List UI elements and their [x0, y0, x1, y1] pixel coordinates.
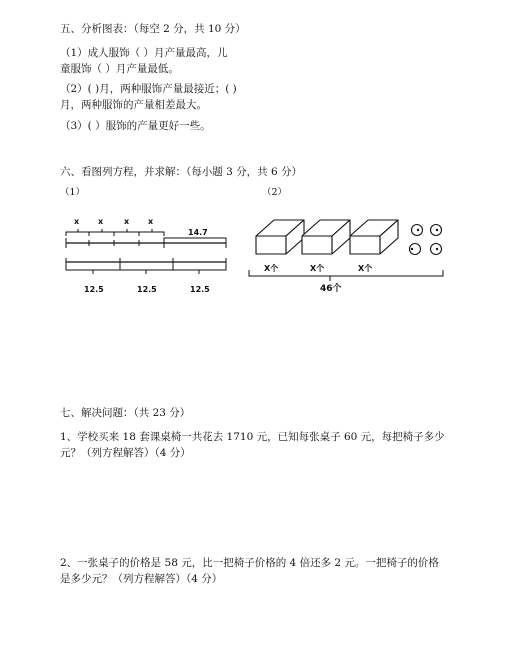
bottom-value-1: 12.5	[84, 285, 104, 294]
x-brace-4	[139, 232, 164, 236]
q2-line2: 月，两种服饰的产量相差最大。	[60, 99, 207, 111]
fig2-label: （2）	[262, 187, 288, 198]
bottom-value-2: 12.5	[137, 285, 157, 294]
x-brace-1	[66, 232, 89, 236]
q2-line1: （2）( )月，两种服饰产量最接近；( )	[60, 83, 237, 95]
top-value: 14.7	[188, 228, 208, 237]
q3-line: （3）( ）服饰的产量更好一些。	[60, 120, 211, 132]
problem2-line2: 是多少元？（列方程解答）（4 分）	[60, 573, 223, 585]
circle-2	[431, 225, 442, 236]
box-label-2: X个	[310, 264, 325, 273]
fig1-label: （1）	[60, 187, 86, 198]
q1-line2: 童服饰（ ）月产量最低。	[60, 63, 179, 75]
box-label-3: X个	[358, 264, 373, 273]
bottom-brace-1	[66, 266, 120, 270]
section6-title: 六、看图列方程，并求解：（每小题 3 分，共 6 分）	[60, 166, 302, 178]
total-label: 46个	[320, 284, 342, 294]
section7-title: 七、解决问题：（共 23 分）	[60, 407, 191, 419]
circle-3	[410, 244, 421, 255]
bottom-value-3: 12.5	[190, 285, 210, 294]
box-2	[302, 220, 350, 254]
x-brace-2	[89, 232, 114, 236]
x-mark-3: x	[124, 217, 130, 226]
box-3	[350, 220, 398, 254]
box-label-1: X个	[264, 264, 279, 273]
x-mark-2: x	[98, 217, 104, 226]
box-1	[256, 220, 304, 254]
x-mark-4: x	[148, 217, 154, 226]
circle-1	[412, 225, 423, 236]
bottom-brace-3	[173, 266, 226, 270]
circle-4	[431, 244, 442, 255]
section5-title: 五、分析图表：（每空 2 分，共 10 分）	[60, 23, 246, 35]
x-brace-3	[114, 232, 139, 236]
bottom-brace-2	[120, 266, 173, 270]
problem2-line1: 2、一张桌子的价格是 58 元，比一把椅子价格的 4 倍还多 2 元。一把椅子的价格	[60, 557, 439, 569]
problem1-line2: 元？（列方程解答）（4 分）	[60, 447, 191, 459]
q1-line1: （1）成人服饰（ ）月产量最高，儿	[60, 47, 228, 59]
x-mark-1: x	[74, 217, 80, 226]
problem1-line1: 1、学校买来 18 套课桌椅一共花去 1710 元，已知每张桌子 60 元，每把椅子多少	[60, 431, 445, 443]
